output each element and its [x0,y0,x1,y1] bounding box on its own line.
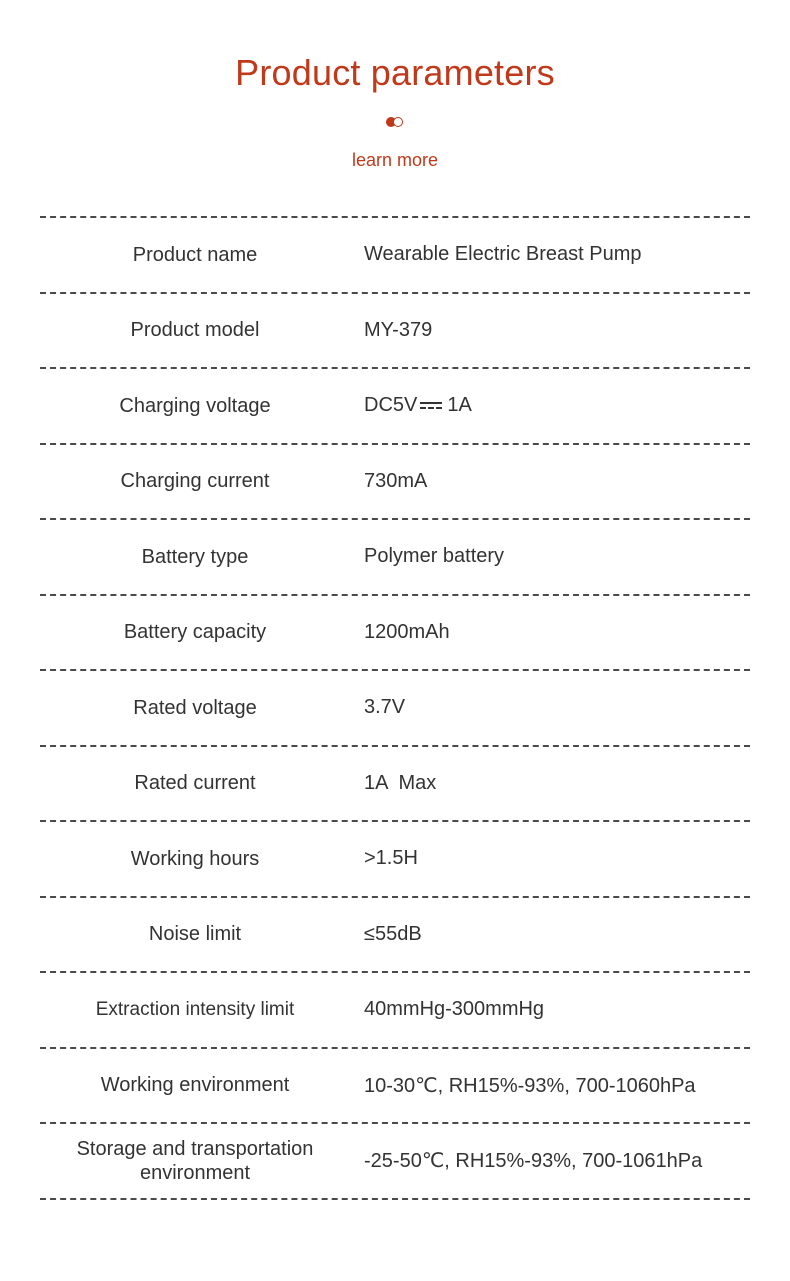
table-row [40,1122,750,1200]
page-title: Product parameters [235,52,555,93]
param-label: Battery type [141,545,249,568]
indicator-dot-inactive-icon [393,117,403,127]
param-value-suffix: 1A [447,394,472,417]
param-value: 40mmHg-300mmHg [364,998,545,1021]
table-row [40,971,750,1047]
table-row [40,820,750,896]
param-label: Extraction intensity limit [95,998,295,1020]
table-row [40,669,750,745]
learn-more-link[interactable]: learn more [351,150,439,170]
parameters-table [40,216,750,1200]
table-row [40,216,750,292]
table-row [40,367,750,443]
carousel-indicator [386,117,406,127]
table-row [40,594,750,670]
table-row [40,1047,750,1123]
param-value: Wearable Electric Breast Pump [364,243,642,266]
table-row [40,443,750,519]
param-value: ≤55dB [364,922,422,945]
param-label: Product model [130,319,260,342]
param-value: >1.5H [364,847,418,870]
param-label: Battery capacity [123,621,267,644]
param-value: MY-379 [364,318,433,341]
table-row [40,518,750,594]
param-label: Rated current [134,772,256,795]
param-label: Working environment [100,1074,290,1097]
param-label: Noise limit [148,923,242,946]
param-label: Working hours [130,847,260,870]
table-row [40,745,750,821]
table-row [40,292,750,368]
param-value: 1A Max [364,771,437,794]
param-value: Polymer battery [364,545,505,568]
param-value: 10-30℃, RH15%-93%, 700-1060hPa [364,1074,696,1097]
param-value: 1200mAh [364,620,450,643]
param-label: Charging voltage [119,394,271,417]
param-label: Storage and transportation environment [76,1137,314,1184]
table-row [40,896,750,972]
dc-current-symbol-icon [420,401,442,411]
param-label: Rated voltage [133,696,257,719]
param-label: Product name [132,243,258,266]
param-value-prefix: DC5V [364,394,418,417]
param-value: -25-50℃, RH15%-93%, 700-1061hPa [364,1150,703,1173]
param-value: 3.7V [364,696,406,719]
param-label: Charging current [120,470,270,493]
param-value: 730mA [364,469,428,492]
param-value [364,369,750,443]
